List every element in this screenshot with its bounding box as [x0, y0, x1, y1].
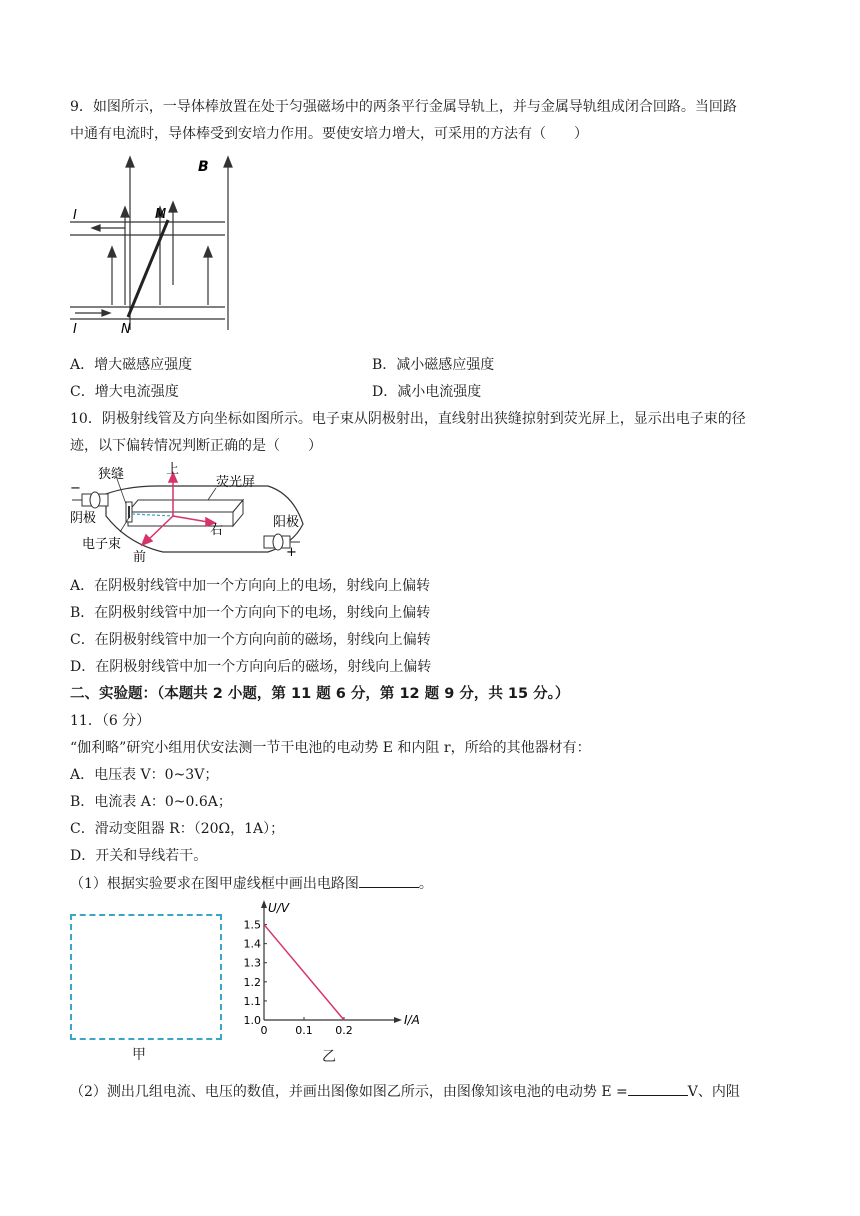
series-line: [264, 925, 344, 1020]
answer-blank-circuit[interactable]: [359, 873, 419, 888]
y-tick-label: 1.5: [243, 918, 261, 932]
q10-stem-line1: 10．阴极射线管及方向坐标如图所示。电子束从阴极射出，直线射出狭缝掠射到荧光屏上，显示出电子束的径: [70, 411, 746, 427]
q10-option-a: A．在阴极射线管中加一个方向向上的电场，射线向上偏转: [70, 578, 431, 594]
q11-number: 11．（6 分）: [70, 713, 151, 729]
q10-option-d: D．在阴极射线管中加一个方向向后的磁场，射线向上偏转: [70, 659, 432, 675]
q9-option-a: A．增大磁感应强度: [70, 357, 193, 373]
y-tick-label: 1.0: [243, 1014, 261, 1027]
x-tick-label: 0: [260, 1024, 268, 1037]
label-front: 前: [133, 550, 147, 565]
q11-part2-tail: V、内阻: [687, 1084, 740, 1100]
label-M: M: [155, 207, 167, 222]
y-axis-label: U/V: [268, 901, 290, 915]
label-screen: 荧光屏: [216, 475, 256, 490]
answer-blank-emf[interactable]: [628, 1081, 688, 1096]
q9-option-c: C．增大电流强度: [70, 384, 179, 400]
q11-item-b: B．电流表 A：0~0.6A；: [70, 794, 232, 810]
q11-item-c: C．滑动变阻器 R：（20Ω，1A）；: [70, 821, 285, 837]
q10-option-c: C．在阴极射线管中加一个方向向前的磁场，射线向上偏转: [70, 632, 431, 648]
q11-intro: “伽利略”研究小组用伏安法测一节干电池的电动势 E 和内阻 r，所给的其他器材有：: [70, 740, 591, 756]
cathode-ray-tube-figure: [68, 464, 313, 564]
q9-option-b: B．减小磁感应强度: [372, 357, 495, 373]
y-tick-label: 1.2: [243, 975, 261, 989]
label-right: 右: [210, 523, 224, 538]
q11-part1: [70, 873, 433, 894]
label-up: 上: [166, 462, 180, 477]
section-heading: 二、实验题：（本题共 2 小题，第 11 题 6 分，第 12 题 9 分，共 15 分。）: [70, 686, 570, 702]
q9-stem-line2: 中通有电流时，导体棒受到安培力作用。要使安培力增大，可采用的方法有（ ）: [70, 126, 588, 142]
q10-option-b: B．在阴极射线管中加一个方向向下的电场，射线向上偏转: [70, 605, 431, 621]
q11-part2: [70, 1081, 740, 1102]
q11-part1-end: 。: [418, 876, 433, 892]
label-B: B: [198, 159, 209, 175]
y-tick-label: 1.3: [243, 956, 261, 970]
label-minus: −: [70, 481, 81, 496]
fig-yi-caption: 乙: [322, 1049, 336, 1065]
label-I-bottom: I: [73, 322, 77, 337]
fig-jia-caption: 甲: [132, 1047, 146, 1063]
q11-part2-text: （2）测出几组电流、电压的数值，并画出图像如图乙所示，由图像知该电池的电动势 E =: [70, 1084, 628, 1100]
x-axis-arrow: [394, 1017, 402, 1023]
label-anode: 阳极: [273, 515, 300, 530]
q11-item-a: A．电压表 V：0~3V；: [70, 767, 219, 783]
circuit-drawing-box[interactable]: [70, 914, 222, 1040]
label-slit: 狭缝: [98, 467, 125, 482]
q10-stem-line2: 迹，以下偏转情况判断正确的是（ ）: [70, 438, 322, 454]
q11-item-d: D．开关和导线若干。: [70, 848, 208, 864]
x-axis-label: I/A: [404, 1013, 420, 1027]
y-tick-label: 1.1: [243, 994, 261, 1008]
q9-option-d: D．减小电流强度: [372, 384, 482, 400]
y-axis-arrow: [261, 900, 267, 908]
q9-rail-figure: [70, 155, 230, 340]
y-tick-label: 1.4: [243, 937, 261, 951]
q11-part1-text: （1）根据实验要求在图甲虚线框中画出电路图: [70, 876, 359, 892]
label-beam: 电子束: [82, 537, 122, 552]
q9-stem-line1: 9．如图所示，一导体棒放置在处于匀强磁场中的两条平行金属导轨上，并与金属导轨组成闭合回路。当回路: [70, 99, 737, 115]
x-tick-label: 0.1: [295, 1024, 313, 1037]
label-N: N: [121, 322, 131, 337]
label-plus: +: [286, 545, 297, 560]
label-I-top: I: [73, 208, 77, 223]
ui-chart: [236, 900, 420, 1037]
x-tick-label: 0.2: [335, 1024, 353, 1037]
label-cathode: 阴极: [70, 511, 97, 526]
